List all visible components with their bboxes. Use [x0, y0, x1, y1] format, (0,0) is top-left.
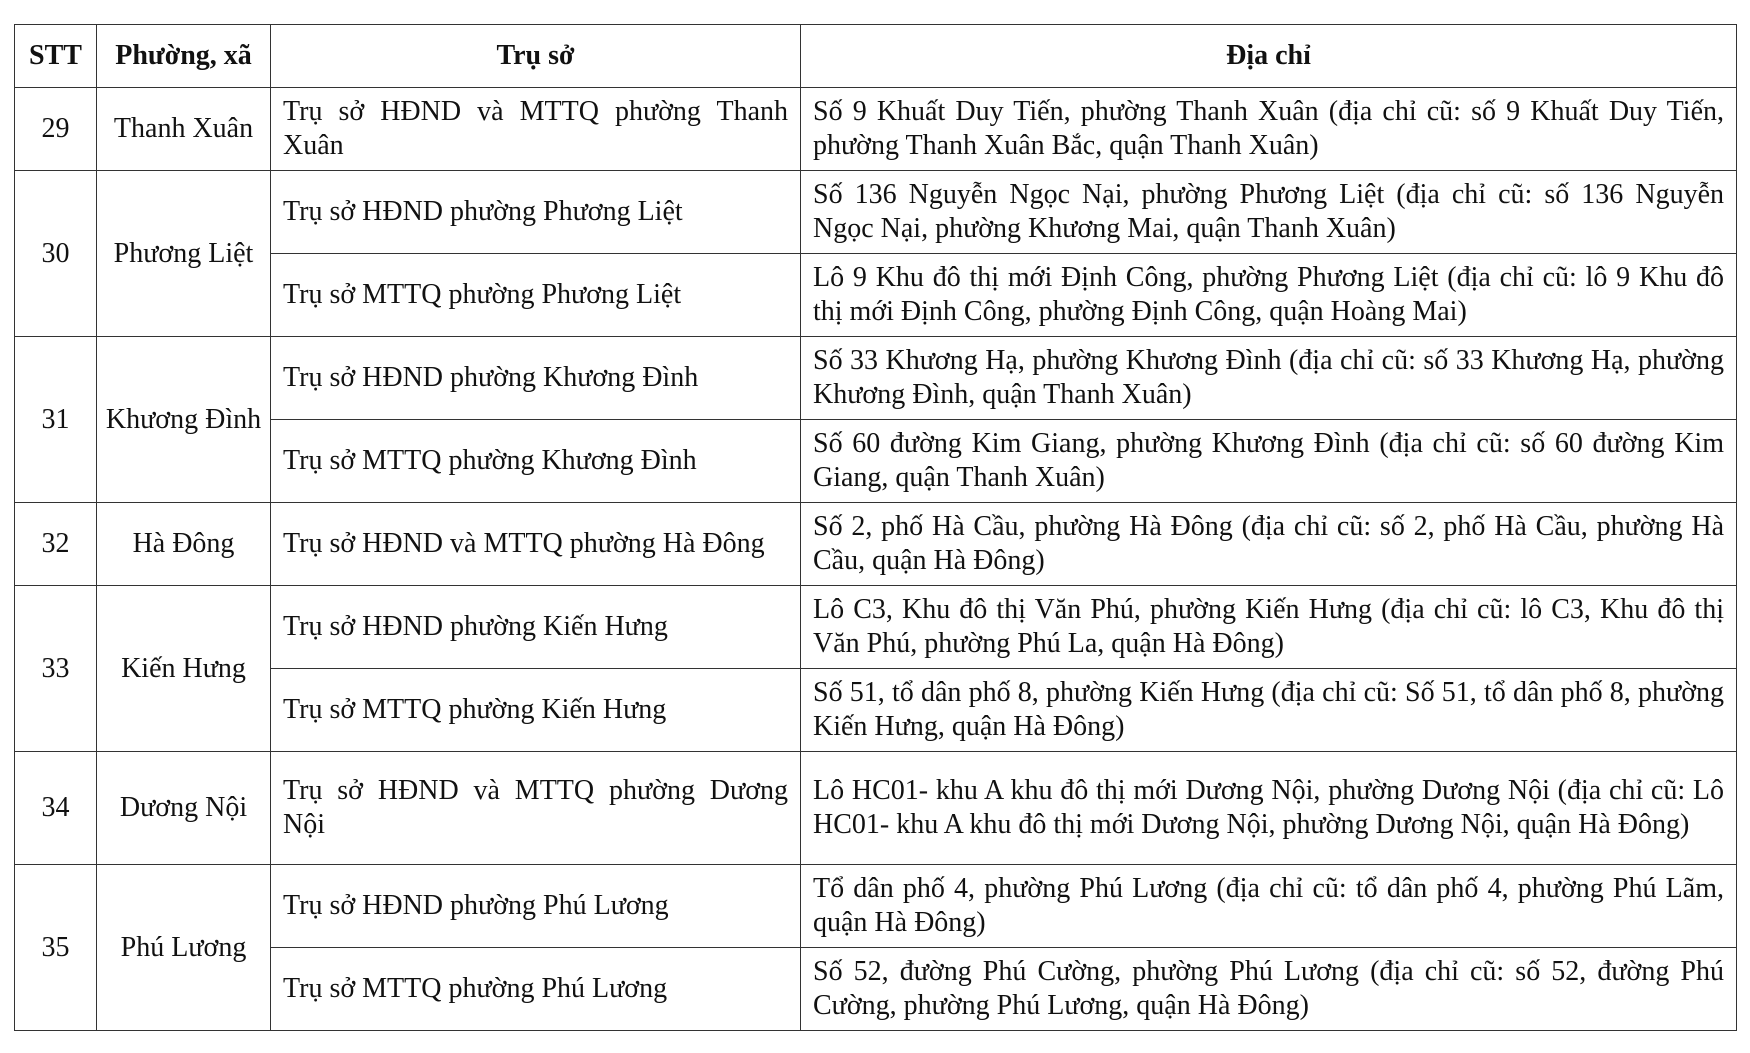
header-ward: Phường, xã	[97, 25, 271, 88]
table-body	[15, 88, 1737, 1031]
office-cell: Trụ sở MTTQ phường Kiến Hưng	[271, 669, 801, 752]
header-stt: STT	[15, 25, 97, 88]
office-address-table	[14, 24, 1737, 1031]
office-cell: Trụ sở HĐND và MTTQ phường Thanh Xuân	[271, 88, 801, 171]
stt-cell: 31	[15, 337, 97, 503]
office-cell: Trụ sở MTTQ phường Khương Đình	[271, 420, 801, 503]
ward-cell: Kiến Hưng	[97, 586, 271, 752]
header-address: Địa chỉ	[801, 25, 1737, 88]
stt-cell: 30	[15, 171, 97, 337]
address-cell: Số 52, đường Phú Cường, phường Phú Lương (địa chỉ cũ: số 52, đường Phú Cường, phường Phú Lương, quận Hà Đông)	[801, 948, 1737, 1031]
table-row	[15, 420, 1737, 503]
table-row	[15, 752, 1737, 865]
stt-cell: 35	[15, 865, 97, 1031]
table-row	[15, 171, 1737, 254]
table-row	[15, 254, 1737, 337]
table-header-row	[15, 25, 1737, 88]
address-cell: Số 2, phố Hà Cầu, phường Hà Đông (địa chỉ cũ: số 2, phố Hà Cầu, phường Hà Cầu, quận Hà Đông)	[801, 503, 1737, 586]
table-row	[15, 586, 1737, 669]
stt-cell: 32	[15, 503, 97, 586]
table-row	[15, 669, 1737, 752]
ward-cell: Khương Đình	[97, 337, 271, 503]
address-cell: Tổ dân phố 4, phường Phú Lương (địa chỉ cũ: tổ dân phố 4, phường Phú Lãm, quận Hà Đông)	[801, 865, 1737, 948]
office-cell: Trụ sở HĐND và MTTQ phường Dương Nội	[271, 752, 801, 865]
header-office: Trụ sở	[271, 25, 801, 88]
address-cell: Số 33 Khương Hạ, phường Khương Đình (địa chỉ cũ: số 33 Khương Hạ, phường Khương Đình, quận Thanh Xuân)	[801, 337, 1737, 420]
address-cell: Số 60 đường Kim Giang, phường Khương Đình (địa chỉ cũ: số 60 đường Kim Giang, quận Thanh Xuân)	[801, 420, 1737, 503]
office-cell: Trụ sở HĐND và MTTQ phường Hà Đông	[271, 503, 801, 586]
address-cell: Số 9 Khuất Duy Tiến, phường Thanh Xuân (địa chỉ cũ: số 9 Khuất Duy Tiến, phường Thanh Xuân Bắc, quận Thanh Xuân)	[801, 88, 1737, 171]
ward-cell: Dương Nội	[97, 752, 271, 865]
ward-cell: Thanh Xuân	[97, 88, 271, 171]
stt-cell: 29	[15, 88, 97, 171]
address-cell: Lô HC01- khu A khu đô thị mới Dương Nội, phường Dương Nội (địa chỉ cũ: Lô HC01- khu A khu đô thị mới Dương Nội, phường Dương Nội, quận Hà Đông)	[801, 752, 1737, 865]
office-cell: Trụ sở MTTQ phường Phương Liệt	[271, 254, 801, 337]
stt-cell: 33	[15, 586, 97, 752]
office-cell: Trụ sở MTTQ phường Phú Lương	[271, 948, 801, 1031]
table-row	[15, 948, 1737, 1031]
stt-cell: 34	[15, 752, 97, 865]
address-cell: Số 136 Nguyễn Ngọc Nại, phường Phương Liệt (địa chỉ cũ: số 136 Nguyễn Ngọc Nại, phường Khương Mai, quận Thanh Xuân)	[801, 171, 1737, 254]
address-cell: Lô C3, Khu đô thị Văn Phú, phường Kiến Hưng (địa chỉ cũ: lô C3, Khu đô thị Văn Phú, phường Phú La, quận Hà Đông)	[801, 586, 1737, 669]
ward-cell: Hà Đông	[97, 503, 271, 586]
table-row	[15, 88, 1737, 171]
office-cell: Trụ sở HĐND phường Kiến Hưng	[271, 586, 801, 669]
table-row	[15, 337, 1737, 420]
table-row	[15, 865, 1737, 948]
address-cell: Số 51, tổ dân phố 8, phường Kiến Hưng (địa chỉ cũ: Số 51, tổ dân phố 8, phường Kiến Hưng, quận Hà Đông)	[801, 669, 1737, 752]
ward-cell: Phú Lương	[97, 865, 271, 1031]
office-cell: Trụ sở HĐND phường Khương Đình	[271, 337, 801, 420]
ward-cell: Phương Liệt	[97, 171, 271, 337]
office-cell: Trụ sở HĐND phường Phú Lương	[271, 865, 801, 948]
table-row	[15, 503, 1737, 586]
address-cell: Lô 9 Khu đô thị mới Định Công, phường Phương Liệt (địa chỉ cũ: lô 9 Khu đô thị mới Định Công, phường Định Công, quận Hoàng Mai)	[801, 254, 1737, 337]
office-cell: Trụ sở HĐND phường Phương Liệt	[271, 171, 801, 254]
